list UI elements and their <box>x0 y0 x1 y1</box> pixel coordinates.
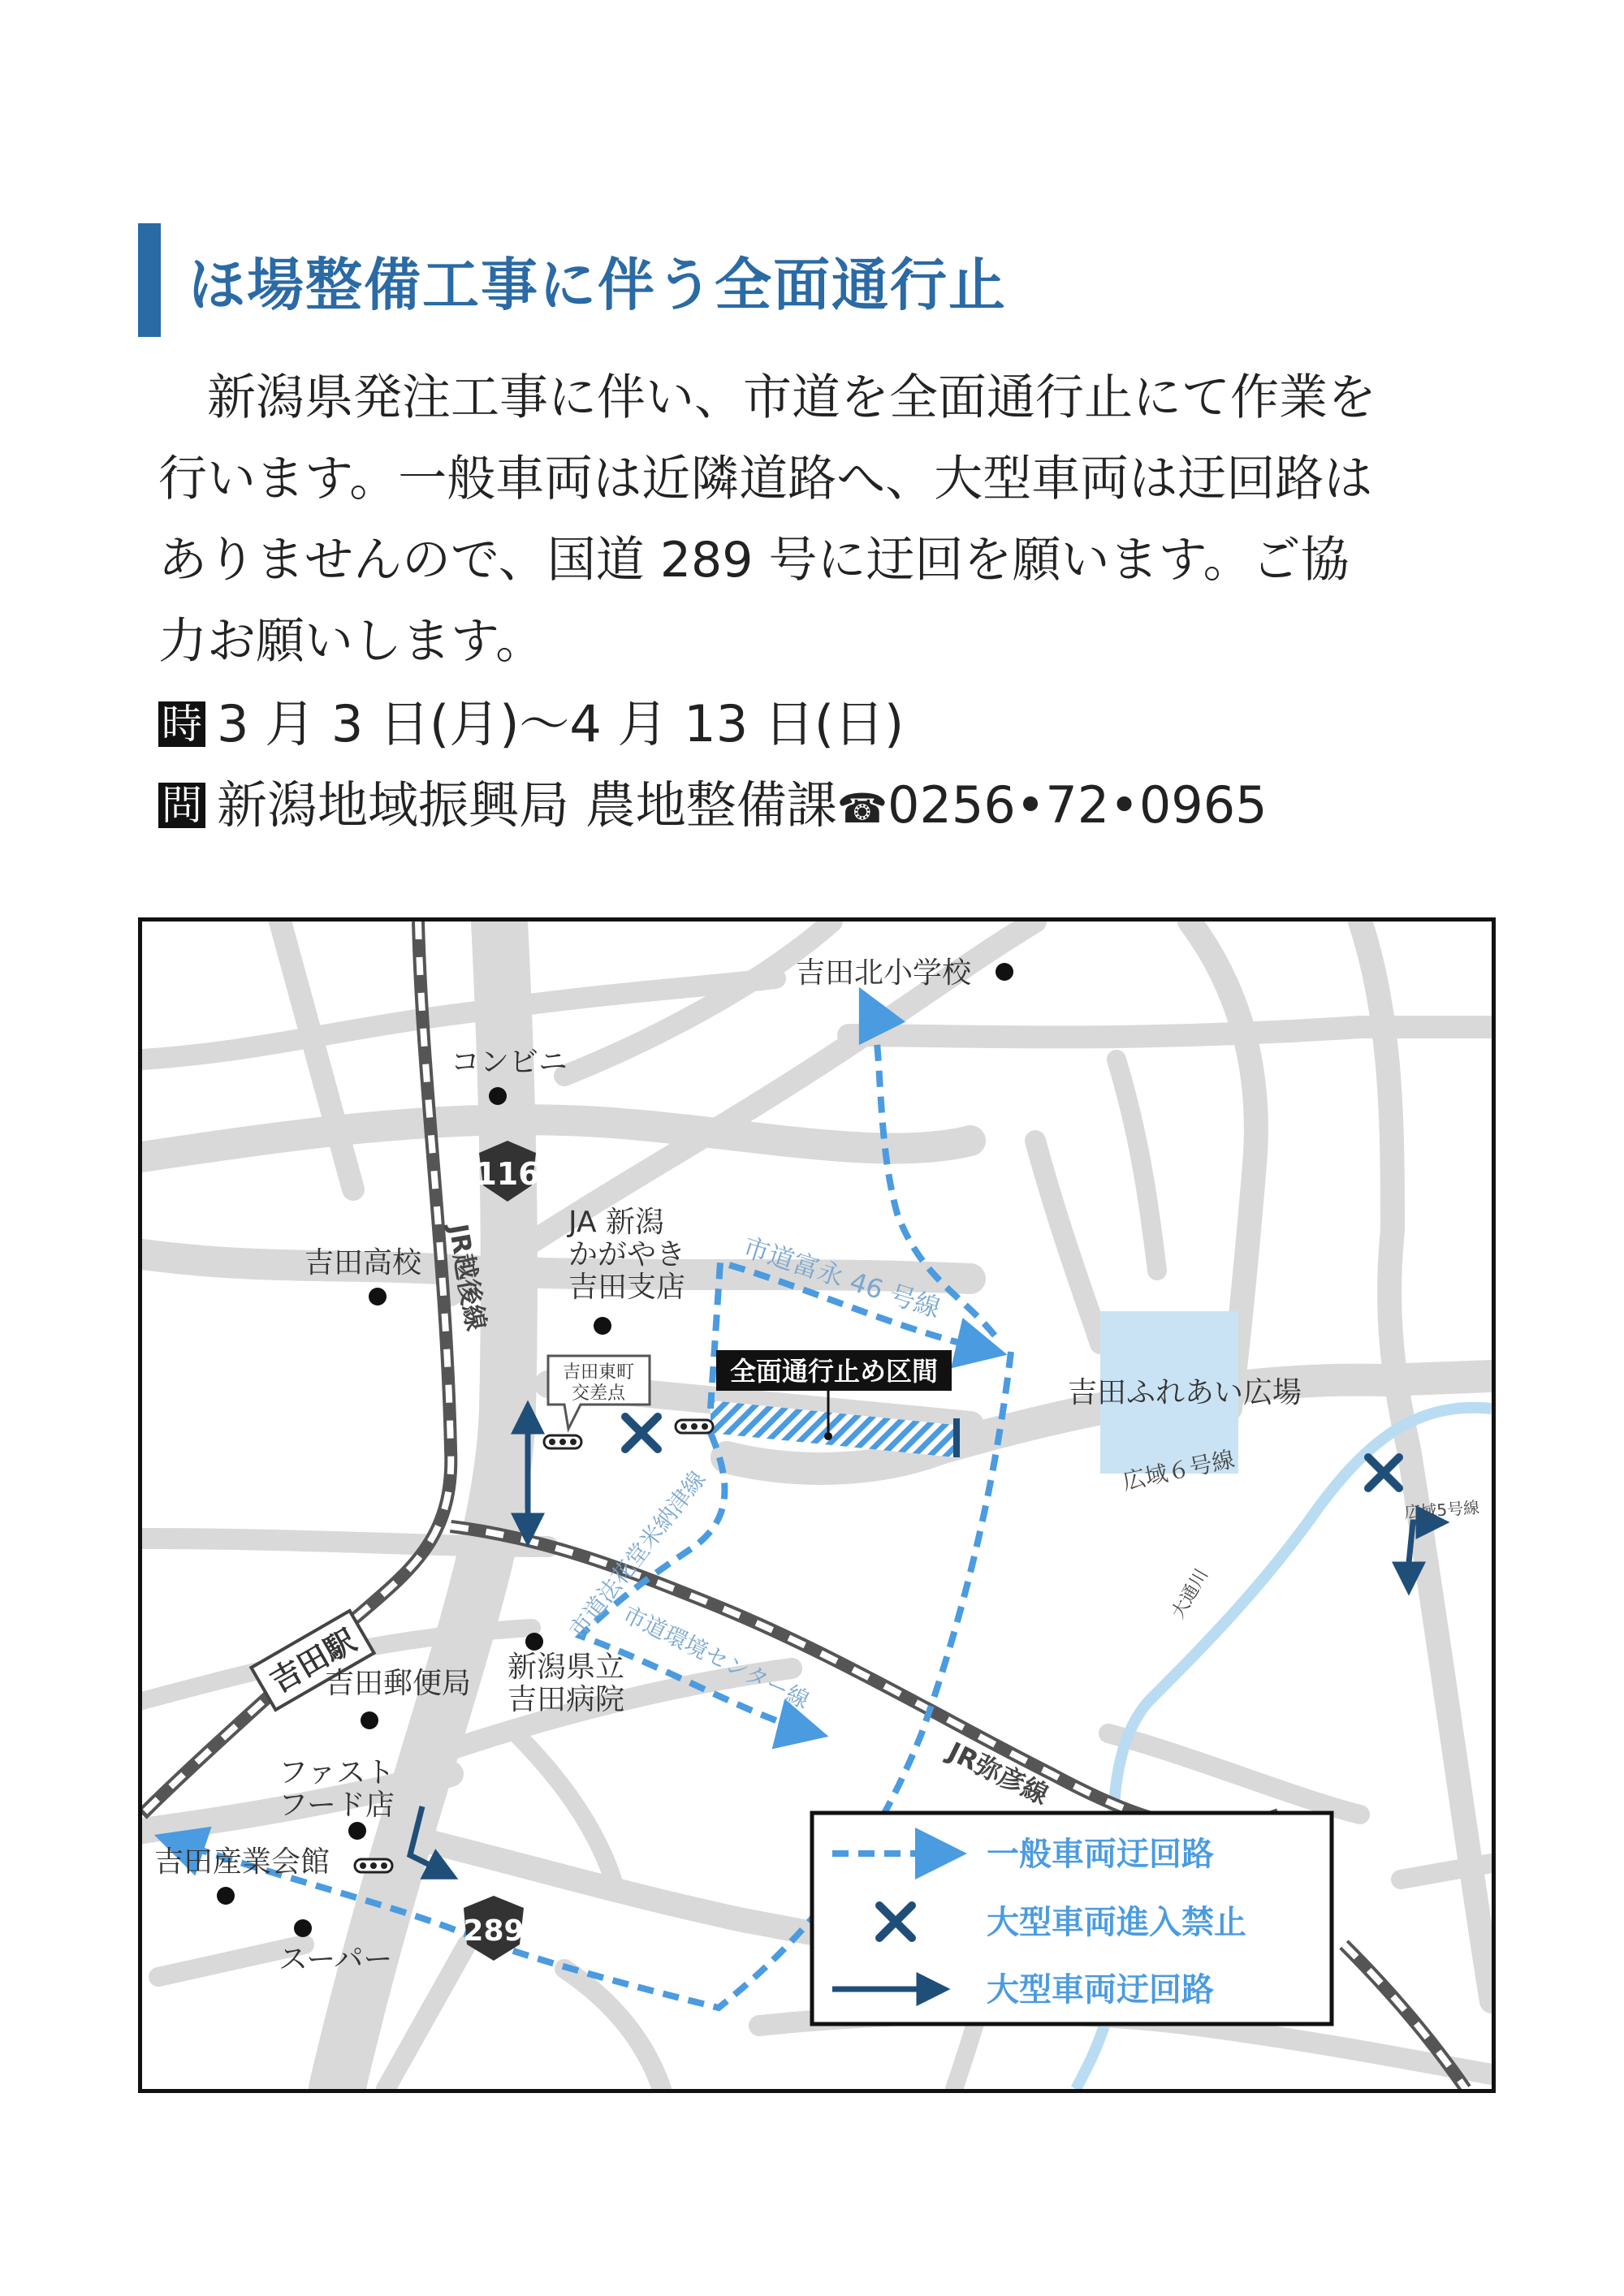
detour-map <box>138 917 1496 2093</box>
svg-text:広域６号線: 広域６号線 <box>1120 1445 1237 1495</box>
large-vehicle-detours <box>410 1409 1441 1875</box>
svg-text:コンビニ: コンビニ <box>451 1046 568 1079</box>
svg-text:吉田郵便局: 吉田郵便局 <box>325 1667 472 1700</box>
title-accent-bar <box>138 223 161 337</box>
svg-text:吉田支店: 吉田支店 <box>568 1271 686 1304</box>
svg-text:吉田高校: 吉田高校 <box>304 1246 422 1280</box>
svg-text:スーパー: スーパー <box>279 1943 393 1976</box>
svg-text:JR越後線: JR越後線 <box>443 1221 492 1333</box>
svg-text:吉田産業会館: 吉田産業会館 <box>154 1845 330 1879</box>
body-line-1: 新潟県発注工事に伴い、市道を全面通行止にて作業を <box>207 369 1376 426</box>
svg-text:JA 新潟: JA 新潟 <box>568 1206 665 1239</box>
svg-text:JR弥彦線: JR弥彦線 <box>943 1736 1054 1811</box>
contact-text: 新潟地域振興局 農地整備課 <box>217 775 837 835</box>
date-text: 3 月 3 日(月)～4 月 13 日(日) <box>217 694 905 753</box>
svg-text:市道法花堂米納津線: 市道法花堂米納津線 <box>564 1465 711 1644</box>
svg-text:ファスト: ファスト <box>279 1756 395 1789</box>
body-line-2: 行います。一般車両は近隣道路へ、大型車両は迂回路は <box>158 451 1373 507</box>
svg-text:吉田ふれあい広場: 吉田ふれあい広場 <box>1068 1376 1302 1409</box>
svg-text:市道富永 46 号線: 市道富永 46 号線 <box>739 1231 944 1324</box>
map-canvas <box>142 921 1492 2089</box>
svg-text:吉田駅: 吉田駅 <box>264 1622 362 1700</box>
svg-text:116: 116 <box>475 1156 540 1192</box>
map-legend <box>812 1813 1332 2024</box>
svg-text:フード店: フード店 <box>279 1789 395 1822</box>
svg-text:大型車両迂回路: 大型車両迂回路 <box>987 1971 1214 2009</box>
svg-text:新潟県立: 新潟県立 <box>508 1651 625 1684</box>
svg-text:吉田病院: 吉田病院 <box>508 1683 625 1716</box>
svg-text:市道環境センター線: 市道環境センター線 <box>618 1600 814 1715</box>
page-title: ほ場整備工事に伴う全面通行止 <box>188 252 1007 318</box>
body-line-3: ありませんので、国道 289 号に迂回を願います。ご協 <box>158 532 1350 589</box>
contact-row <box>158 773 1268 841</box>
telephone-icon: ☎ <box>836 785 888 832</box>
svg-text:広域5号線: 広域5号線 <box>1403 1497 1480 1522</box>
svg-text:289: 289 <box>463 1914 525 1948</box>
date-tag: 時 <box>158 701 205 747</box>
svg-text:全面通行止め区間: 全面通行止め区間 <box>729 1356 939 1387</box>
notice-body <box>158 357 1458 682</box>
higashimachi-callout <box>548 1356 650 1429</box>
svg-text:大型車両進入禁止: 大型車両進入禁止 <box>987 1904 1246 1941</box>
svg-text:大通川: 大通川 <box>1168 1565 1213 1622</box>
svg-text:一般車両迂回路: 一般車両迂回路 <box>987 1836 1214 1873</box>
body-line-4: 力お願いします。 <box>158 613 545 670</box>
contact-phone: 0256•72•0965 <box>888 775 1268 835</box>
contact-tag: 問 <box>158 783 205 828</box>
svg-text:吉田北小学校: 吉田北小学校 <box>796 956 972 990</box>
svg-text:かがやき: かがやき <box>568 1238 686 1271</box>
date-row <box>158 692 904 757</box>
svg-text:交差点: 交差点 <box>571 1383 626 1404</box>
svg-text:吉田東町: 吉田東町 <box>562 1362 635 1383</box>
